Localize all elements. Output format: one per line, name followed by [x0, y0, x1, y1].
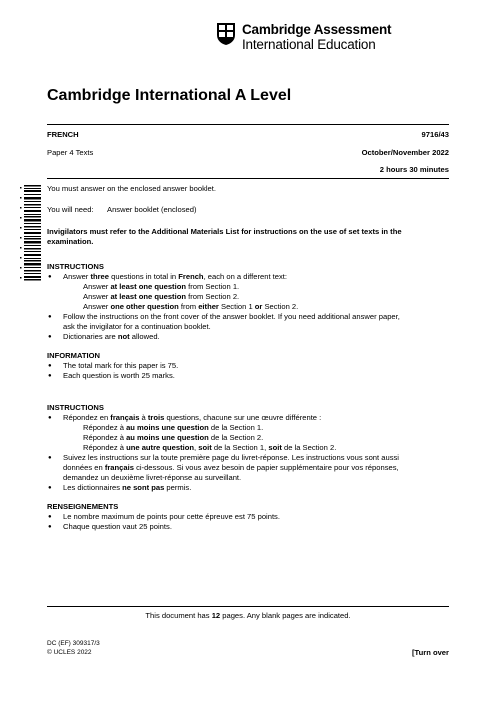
instructions-fr [47, 403, 449, 493]
paper-name: Paper 4 Texts [47, 148, 94, 157]
sub-item: Answer one other question from either Section 1 or Section 2. [83, 302, 299, 311]
list-item: ● Chaque question vaut 25 points. [47, 522, 449, 532]
list-item: ● Suivez les instructions sur la toute première page du livret-réponse. Les instructions vous sont aussi données en français ci-dessous. Si vous avez besoin de papier supplémentaire pour vos réponses, demandez un deuxième livret-réponse au surveillant. [47, 453, 449, 483]
sub-item: Answer at least one question from Section 2. [83, 292, 240, 301]
rule-2 [47, 178, 449, 179]
sub-item: Répondez à au moins une question de la Section 1. [83, 423, 264, 432]
turn-over: [Turn over [412, 648, 449, 657]
invigilator-note-line-2: examination. [47, 237, 94, 246]
information-fr [47, 502, 449, 532]
sub-item: Answer at least one question from Section 1. [83, 282, 240, 291]
instructions-en [47, 262, 449, 342]
sub-item: Répondez à au moins une question de la Section 2. [83, 433, 264, 442]
copyright: © UCLES 2022 [47, 649, 92, 656]
you-will-need-label: You will need: [47, 205, 94, 214]
document-reference: DC (EF) 309317/3 [47, 640, 100, 647]
exam-duration: 2 hours 30 minutes [379, 165, 449, 174]
instructions-fr-heading: INSTRUCTIONS [47, 403, 104, 412]
invigilator-note-line-1: Invigilators must refer to the Additional Materials List for instructions on the use of set texts in the [47, 227, 402, 236]
instructions-en-heading: INSTRUCTIONS [47, 262, 104, 271]
logo-line-2: International Education [242, 37, 376, 52]
list-item: ● Répondez en français à trois questions, chacune sur une œuvre différente : [47, 413, 449, 423]
qualification-title: Cambridge International A Level [47, 87, 292, 104]
logo-line-1: Cambridge Assessment [242, 22, 392, 37]
answer-booklet-note: You must answer on the enclosed answer booklet. [47, 184, 216, 193]
list-item: ● Answer three questions in total in French, each on a different text: [47, 272, 449, 282]
list-item: ● Each question is worth 25 marks. [47, 371, 449, 381]
information-en-heading: INFORMATION [47, 351, 101, 360]
information-en [47, 351, 449, 381]
information-fr-heading: RENSEIGNEMENTS [47, 502, 119, 511]
instructions-en-list [47, 272, 449, 282]
component-code: 9716/43 [421, 130, 449, 139]
sub-item: Répondez à une autre question, soit de la Section 1, soit de la Section 2. [83, 443, 337, 452]
cambridge-shield-icon [216, 22, 236, 46]
list-item: ● Follow the instructions on the front cover of the answer booklet. If you need additional answer paper, ask the invigilator for a continuation booklet. [47, 312, 449, 332]
list-item: ● Le nombre maximum de points pour cette épreuve est 75 points. [47, 512, 449, 522]
page-count-note: This document has 12 pages. Any blank pages are indicated. [145, 611, 351, 620]
cambridge-logo [216, 22, 462, 54]
footer-rule [47, 606, 449, 607]
top-rule [47, 124, 449, 125]
barcode [20, 185, 42, 281]
list-item: ● Dictionaries are not allowed. [47, 332, 449, 342]
list-item: ● The total mark for this paper is 75. [47, 361, 449, 371]
subject: FRENCH [47, 130, 79, 139]
exam-session: October/November 2022 [361, 148, 449, 157]
list-item: ● Les dictionnaires ne sont pas permis. [47, 483, 449, 493]
you-will-need-value: Answer booklet (enclosed) [107, 205, 197, 214]
